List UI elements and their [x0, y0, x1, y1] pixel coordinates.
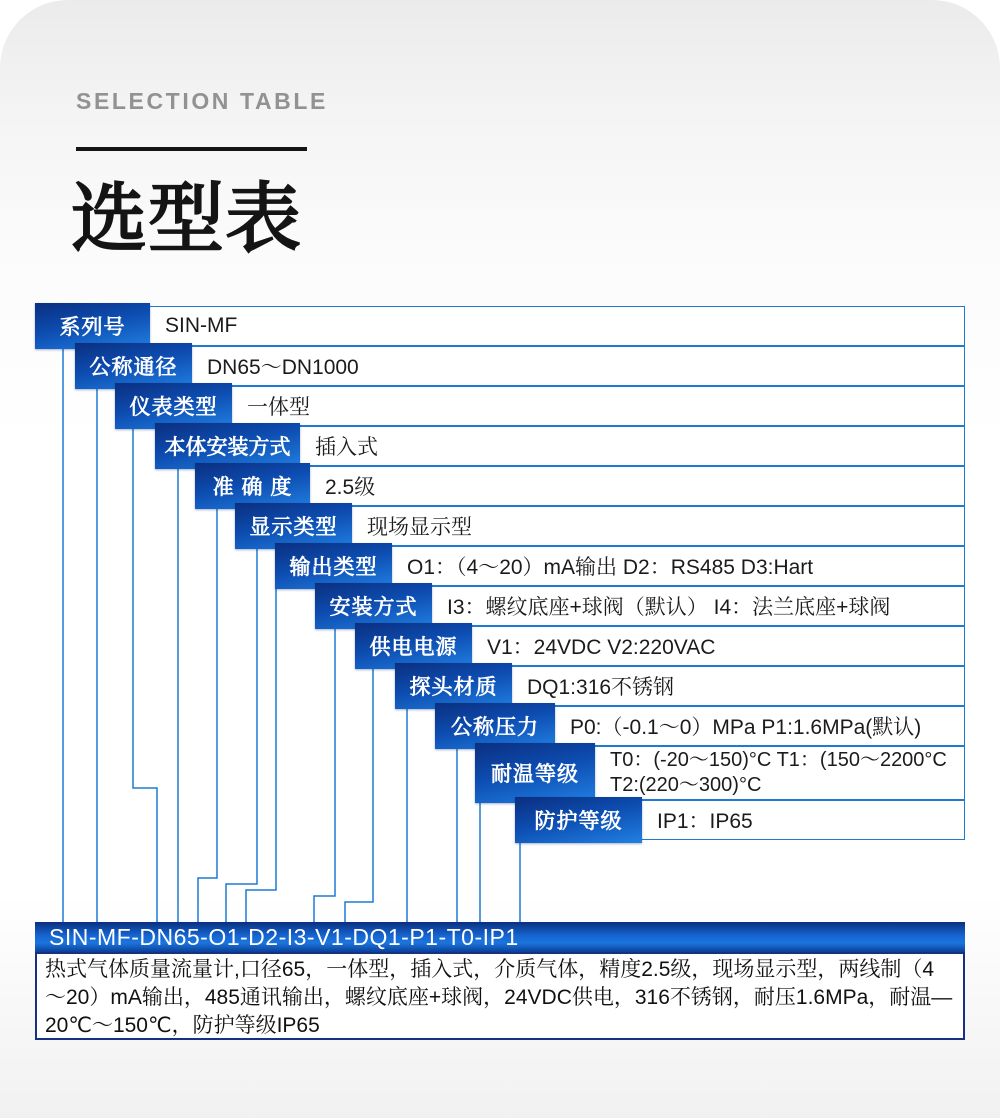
spec-row: [0, 346, 1000, 386]
spec-row: [0, 506, 1000, 546]
spec-label: 输出类型: [275, 543, 392, 589]
spec-row: [0, 466, 1000, 506]
spec-value: O1：（4～20）mA输出 D2：RS485 D3:Hart: [407, 556, 814, 579]
spec-row: [0, 800, 1000, 840]
spec-label: 显示类型: [235, 503, 352, 549]
spec-value: I3：螺纹底座+球阀（默认） I4：法兰底座+球阀: [447, 596, 891, 619]
model-code-bar: [35, 922, 965, 952]
spec-value-cell: [642, 800, 965, 840]
spec-row: [0, 626, 1000, 666]
spec-value-cell: [555, 706, 965, 746]
spec-value: P0:（-0.1～0）MPa P1:1.6MPa(默认): [570, 716, 922, 739]
spec-value-cell: [150, 306, 965, 346]
spec-label: 准 确 度: [195, 463, 310, 509]
spec-label: 仪表类型: [115, 383, 232, 429]
spec-label: 防护等级: [515, 797, 642, 843]
spec-label: 供电电源: [355, 623, 472, 669]
spec-value: DQ1:316不锈钢: [527, 676, 675, 699]
spec-value: IP1：IP65: [657, 810, 753, 833]
spec-label: 安装方式: [315, 583, 432, 629]
spec-row: [0, 586, 1000, 626]
spec-label: 本体安装方式: [155, 423, 300, 469]
spec-value: SIN-MF: [165, 314, 238, 337]
spec-row: [0, 706, 1000, 746]
spec-value: DN65～DN1000: [207, 356, 359, 379]
spec-value: V1：24VDC V2:220VAC: [487, 636, 716, 659]
spec-value-cell: [392, 546, 965, 586]
spec-label: 公称通径: [75, 343, 192, 389]
spec-value-cell: [512, 666, 965, 706]
spec-value: 插入式: [315, 436, 378, 459]
spec-value-cell: [232, 386, 965, 426]
spec-value-cell: [432, 586, 965, 626]
page-title: 选型表: [71, 177, 302, 262]
spec-row: [0, 666, 1000, 706]
spec-value-cell: [310, 466, 965, 506]
spec-value: T0：(-20～150)°C T1：(150～2200°C: [610, 749, 947, 771]
spec-label: 耐温等级: [475, 743, 595, 803]
section-eyebrow: SELECTION TABLE: [76, 88, 328, 114]
spec-label: 系列号: [35, 303, 150, 349]
spec-value-line2: T2:(220～300)°C: [610, 774, 762, 796]
spec-row: [0, 386, 1000, 426]
spec-row: [0, 546, 1000, 586]
spec-value-cell: [595, 746, 965, 800]
spec-value-cell: [472, 626, 965, 666]
spec-row: [0, 426, 1000, 466]
spec-label: 探头材质: [395, 663, 512, 709]
spec-value-cell: [300, 426, 965, 466]
spec-label: 公称压力: [435, 703, 555, 749]
spec-row: [0, 746, 1000, 800]
spec-value-cell: [192, 346, 965, 386]
spec-value: 2.5级: [325, 476, 376, 499]
model-code: SIN-MF-DN65-O1-D2-I3-V1-DQ1-P1-T0-IP1: [49, 923, 519, 950]
spec-value-cell: [352, 506, 965, 546]
spec-row: [0, 306, 1000, 346]
spec-value: 现场显示型: [367, 516, 472, 539]
model-description: 热式气体质量流量计,口径65，一体型，插入式，介质气体，精度2.5级，现场显示型，两线制（4～20）mA输出，485通讯输出，螺纹底座+球阀，24VDC供电，316不锈钢，耐压1.6MPa，耐温—20℃～150℃，防护等级IP65: [35, 952, 965, 1040]
spec-value: 一体型: [247, 396, 310, 419]
